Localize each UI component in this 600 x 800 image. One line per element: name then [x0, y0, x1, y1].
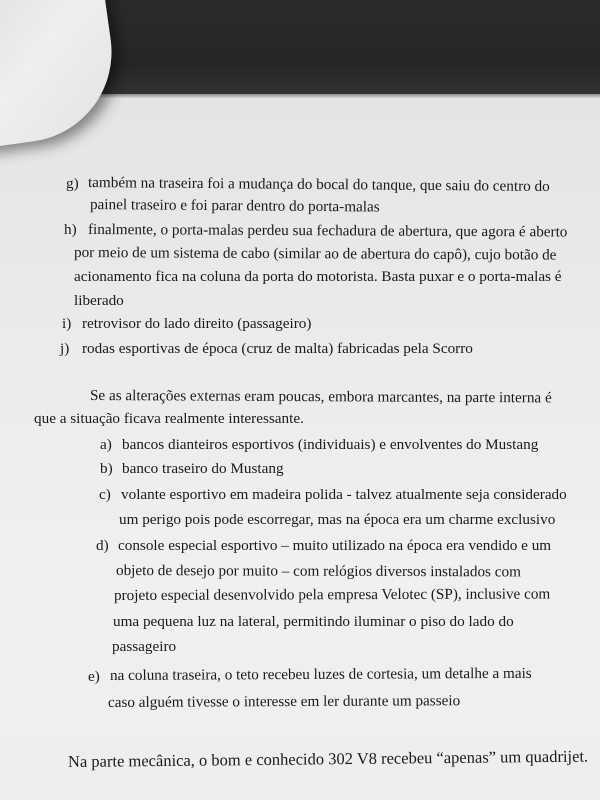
interior-item-d-line3: projeto especial desenvolvido pela empresa Velotec (SP), inclusive com: [113, 585, 551, 604]
interior-item-c-line2: um perigo pois pode escorregar, mas na época era um charme exclusivo: [119, 511, 556, 528]
paragraph-interior-line2: que a situação ficava realmente interessante.: [34, 410, 304, 427]
list-item-h-line2: por meio de um sistema de cabo (similar ao de abertura do capô), cujo botão de: [73, 244, 557, 264]
list-item-g-line2: painel traseiro e foi parar dentro do porta-malas: [89, 196, 380, 216]
list-marker-i: i): [62, 315, 72, 332]
list-item-h-line3: acionamento fica na coluna da porta do motorista. Basta puxar e o porta-malas é: [74, 268, 562, 285]
list-item-i-line1: retrovisor do lado direito (passageiro): [82, 315, 312, 332]
interior-marker-d: d): [96, 537, 109, 554]
list-item-g-line1: também na traseira foi a mudança do bocal do tanque, que saiu do centro do: [87, 174, 550, 196]
list-marker-g: g): [66, 175, 79, 192]
interior-marker-b: b): [100, 460, 113, 477]
interior-item-d-line5: passageiro: [112, 638, 177, 655]
list-item-h-line1: finalmente, o porta-malas perdeu sua fechadura de abertura, que agora é aberto: [87, 221, 568, 241]
paragraph-interior-line1: Se as alterações externas eram poucas, embora marcantes, na parte interna é: [89, 387, 552, 407]
list-marker-j: j): [60, 340, 70, 357]
list-marker-h: h): [64, 221, 77, 238]
interior-marker-a: a): [100, 436, 112, 453]
paragraph-mechanical-line1: Na parte mecânica, o bom e conhecido 302 V8 recebeu “apenas” um quadrijet.: [67, 746, 589, 771]
interior-item-e-line1: na coluna traseira, o teto recebeu luzes de cortesia, um detalhe a mais: [109, 664, 532, 684]
interior-item-b-line1: banco traseiro do Mustang: [122, 460, 284, 477]
interior-marker-e: e): [88, 668, 100, 685]
interior-marker-c: c): [99, 486, 111, 503]
interior-item-d-line1: console especial esportivo – muito utilizado na época era vendido e um: [118, 537, 552, 554]
list-item-j-line1: rodas esportivas de época (cruz de malta) fabricadas pela Scorro: [82, 340, 473, 357]
list-item-h-line4: liberado: [74, 292, 124, 309]
interior-item-a-line1: bancos dianteiros esportivos (individuais) e envolventes do Mustang: [122, 436, 539, 453]
interior-item-e-line2: caso alguém tivesse o interesse em ler durante um passeio: [107, 692, 461, 711]
interior-item-d-line2: objeto de desejo por muito – com relógios diversos instalados com: [115, 562, 521, 581]
interior-item-d-line4: uma pequena luz na lateral, permitindo iluminar o piso do lado do: [113, 613, 514, 630]
interior-item-c-line1: volante esportivo em madeira polida - talvez atualmente seja considerado: [121, 486, 567, 503]
